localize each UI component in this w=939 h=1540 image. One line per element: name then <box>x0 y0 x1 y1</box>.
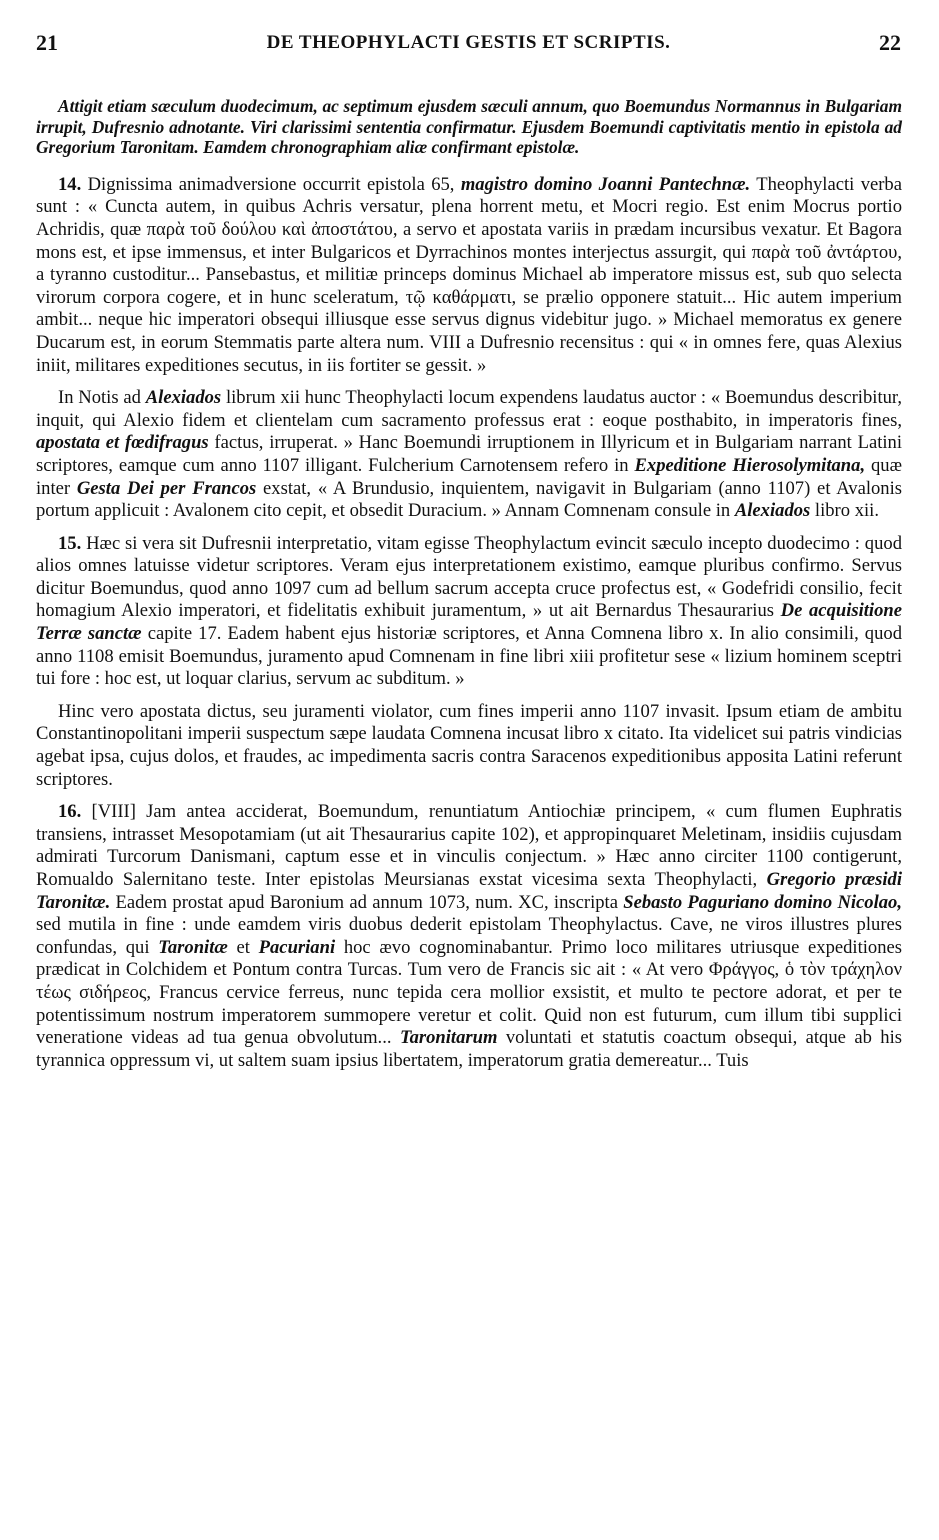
text-run: capite 17. Eadem habent ejus historiæ scriptores, et Anna Comnena libro x. In alio consimili, quod anno 1108 emisit Boemundus, juramento apud Comnenam in fine libri xiii profitetur sese « lizium hominem sceptri tui fore : hoc est, ut loquar clarius, servum ac subditum. » <box>36 623 902 690</box>
summary-paragraph: Attigit etiam sæculum duodecimum, ac septimum ejusdem sæculi annum, quo Boemundus Normannus in Bulgariam irrupit, Dufresnio adnotante. Viri clarissimi sententia confirmatur. Ejusdem Boemundi captivitatis mentio in epistola ad Gregorium Taronitam. Eamdem chronographiam aliæ confirmant epistolæ. <box>36 96 902 158</box>
text-run: exstat, « A Brundusio, inquientem, navigavit in Bulgariam (anno 1107) et Avalonis portum applicuit : Avalonem cito cepit, et obsedit Duracium. » Annam Comnenam consule in <box>36 477 902 522</box>
text-run: Eadem prostat apud Baronium ad annum 1073, num. XC, inscripta <box>110 891 624 913</box>
text-run: librum xii hunc Theophylacti locum expendens laudatus auctor : « Boemundus describitur, inquit, qui Alexio fidem et clientelam cum sacramento professus erat : eoque posthabito, in imperatoris fines, <box>36 387 902 431</box>
italic-run: Taronitarum <box>399 1027 498 1049</box>
italic-run: Gesta Dei per Francos <box>76 477 257 499</box>
section-number: 14. <box>58 173 82 195</box>
hinc-paragraph: Hinc vero apostata dictus, seu juramenti violator, cum fines imperii anno 1107 invasit. Ipsum etiam de ambitu Constantinopolitani imperii suspectum sæpe laudata Comnena incusat libro x citato. Ita videlicet sui patris vindicias agebat ipsa, cujus dolos, et fraudes, ac impedimenta sacris contra Saracenos expeditionibus apposita Latini referunt scriptores. <box>36 700 902 790</box>
italic-run: apostata et fœdifragus <box>36 432 209 454</box>
italic-run: Gregorio præsidi Taronitæ. <box>36 869 903 913</box>
text-run: et <box>227 936 259 958</box>
text-run: Dignissima animadversione occurrit epistola 65, <box>81 173 461 195</box>
text-run: hoc ævo cognominabantur. Primo loco militares utriusque expeditiones prædicat in Colchidem et Pontum contra Turcas. Tum vero de Francis sic ait : « At vero Φράγγος, ὁ τὸν τράχηλον τέως σιδήρεος, Francus cervice ferreus, nunc tepida cera mollior exsistit, et multo te pectore adorat, et per te potentissimum nostrum imperatorem summopere veretur et colit. Quid non est futurum, cum illum tibi supplici veneratione videas ad tua genua obvolutum... <box>36 936 903 1049</box>
running-title: DE THEOPHYLACTI GESTIS ET SCRIPTIS. <box>266 32 671 53</box>
italic-run: Taronitæ <box>158 936 228 958</box>
text-run: [VIII] Jam antea acciderat, Boemundum, renuntiatum Antiochiæ principem, « cum flumen Euphratis transiens, intrasset Mesopotamiam (ut ait Thesaurarius capite 102), et appropinquaret Meletinam, insidiis cujusdam admirati Turcorum Danismani, captum esse et in vinculis conjectum. » Hæc anno circiter 1100 contigerunt, Romualdo Salernitano teste. Inter epistolas Meursianas exstat vicesima sexta Theophylacti, <box>36 801 902 890</box>
italic-run: Sebasto Paguriano domino Nicolao, <box>623 891 902 913</box>
text-run: Hæc si vera sit Dufresnii interpretatio, vitam egisse Theophylactum evincit sæculo incepto duodecimo : quod alios omnes latuisse videtur scriptores. Veram ejus interpretationem existimo, eamque pluribus confirmo. Servus dicitur Boemundus, quod anno 1097 cum ad bellum sacrum accepta cruce profectus est, « Godefridi consilio, fecit homagium Alexio imperatori, et fidelitatis exhibuit juramentum, » ut ait Bernardus Thesaurarius <box>36 532 902 622</box>
section-15-paragraph <box>36 533 902 691</box>
text-run: Theophylacti verba sunt : « Cuncta autem, in quibus Achris versatur, plena horrent metu, et Mocri regio. Est enim Mocrus portio Achridis, quæ παρὰ τοῦ δούλου καὶ ἀποστάτου, a servo et apostata variis in prædam incursibus vexatur. Et Bagora mons est, et ipse immensus, et inter Bulgaricos et Dyrrachinos montes interjectus assurgit, qui παρὰ τοῦ ἀντάρτου, a tyranno custoditur... Pansebastus, et militiæ princeps dominus Michael ab imperatore missus est, sub quo selecta virorum corpora cogere, et in hunc sceleratum, τῷ καθάρματι, se prælio opponere statuit... Hic autem imperium ambit... neque hic imperatori obsequi illiusque esse servus dignus videbitur jugo. » Michael memoratus ex genere Ducarum est, in eorum Stemmatis parte altera num. VIII a Dufresnio recensitus : qui « in omnes fere, quas Alexius iniit, militares expeditiones secutus, in iis fortiter se gessit. » <box>36 173 902 376</box>
italic-run: Pacuriani <box>258 936 336 958</box>
section-number: 16. <box>58 801 82 823</box>
italic-run: De acquisitione Terræ sanctæ <box>36 600 902 645</box>
page-number-left: 21 <box>36 30 58 55</box>
text-run: factus, irruperat. » Hanc Boemundi irruptionem in Illyricum et in Bulgariam narrant Latini scriptores, eamque cum anno 1107 illigant. Fulcherium Carnotensem refero in <box>36 432 902 476</box>
text-run: voluntati et statutis coactum obsequi, atque ab his tyrannica oppressum vi, ut saltem suam ipsius libertatem, imperatorum gratia demereatur... Tuis <box>36 1027 902 1071</box>
text-run: sed mutila in fine : unde eamdem viris duobus dederit epistolam Theophylactus. Cave, ne viros illustres plures confundas, qui <box>36 914 902 958</box>
section-number: 15. <box>58 532 82 554</box>
italic-run: Expeditione Hierosolymitana, <box>634 454 866 476</box>
page-body <box>36 96 902 1082</box>
italic-run: Alexiados <box>145 387 222 409</box>
running-header <box>36 30 901 60</box>
text-run: libro xii. <box>810 500 879 522</box>
text-run: In Notis ad <box>58 387 146 409</box>
page-number-right: 22 <box>879 30 901 55</box>
italic-run: magistro domino Joanni Pantechnæ. <box>460 173 751 195</box>
section-16-paragraph <box>36 801 902 1072</box>
text-run: quæ inter <box>36 454 902 499</box>
notis-paragraph <box>36 387 902 523</box>
section-14-paragraph <box>36 174 902 377</box>
italic-run: Alexiados <box>734 500 811 522</box>
